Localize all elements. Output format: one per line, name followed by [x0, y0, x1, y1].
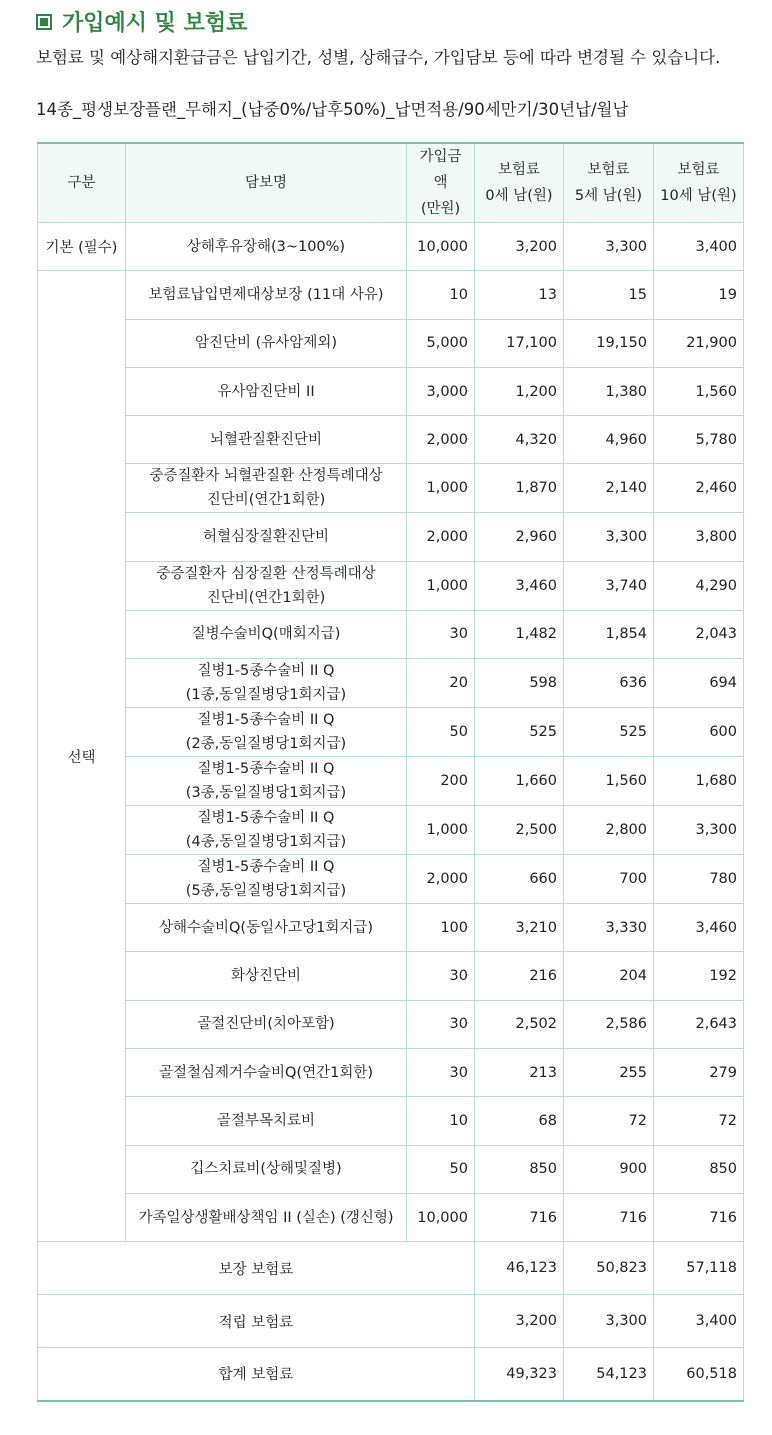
coverage-name-line1: 상해후유장해(3~100%): [186, 238, 346, 255]
premium-10-cell: 716: [654, 1193, 744, 1241]
square-bullet-icon: [36, 14, 52, 30]
coverage-name: [126, 271, 407, 319]
coverage-name: [126, 223, 407, 271]
coverage-name: [126, 806, 407, 855]
summary-label: 적립 보험료: [38, 1295, 475, 1348]
coverage-name: [126, 1193, 407, 1241]
table-row: [38, 513, 744, 561]
coverage-name: [126, 1000, 407, 1048]
premium-10-cell: 192: [654, 952, 744, 1000]
summary-premium-0: 46,123: [475, 1242, 564, 1295]
table-row: [38, 1193, 744, 1241]
table-row: [38, 223, 744, 271]
header-p10-line1: 보험료: [677, 162, 720, 178]
premium-10-cell: 2,043: [654, 610, 744, 658]
section-title: [36, 6, 247, 37]
amount-cell: 10,000: [407, 223, 475, 271]
premium-0-cell: 2,960: [475, 513, 564, 561]
premium-0-cell: 17,100: [475, 319, 564, 367]
summary-premium-5: 54,123: [564, 1348, 654, 1401]
table-row: [38, 708, 744, 757]
header-amount-line1: 가입금액: [419, 149, 462, 191]
coverage-name-line1: 골절부목치료비: [216, 1112, 316, 1129]
table-row: [38, 904, 744, 952]
coverage-name: [126, 1048, 407, 1096]
coverage-name: [126, 708, 407, 757]
premium-0-cell: 4,320: [475, 416, 564, 464]
amount-cell: 50: [407, 1145, 475, 1193]
table-row: [38, 464, 744, 513]
coverage-name-line1: 깁스치료비(상해및질병): [190, 1161, 342, 1178]
premium-0-cell: 2,502: [475, 1000, 564, 1048]
premium-0-cell: 3,200: [475, 223, 564, 271]
summary-premium-5: 3,300: [564, 1295, 654, 1348]
summary-label: 합계 보험료: [38, 1348, 475, 1401]
amount-cell: 3,000: [407, 367, 475, 415]
premium-10-cell: 780: [654, 855, 744, 904]
plan-line: 14종_평생보장플랜_무해지_(납중0%/납후50%)_납면적용/90세만기/30년납/월납: [36, 100, 629, 119]
summary-premium-0: 49,323: [475, 1348, 564, 1401]
premium-5-cell: 2,586: [564, 1000, 654, 1048]
table-row: [38, 561, 744, 610]
coverage-name-line2: (1종,동일질병당1회지급): [185, 687, 347, 704]
coverage-name-line1: 질병1-5종수술비 II Q: [197, 712, 335, 729]
coverage-name: [126, 367, 407, 415]
table-row: [38, 1000, 744, 1048]
coverage-name: [126, 610, 407, 658]
summary-row: [38, 1295, 744, 1348]
amount-cell: 1,000: [407, 464, 475, 513]
table-row: [38, 855, 744, 904]
premium-0-cell: 1,660: [475, 757, 564, 806]
coverage-name: [126, 319, 407, 367]
table-row: [38, 757, 744, 806]
premium-0-cell: 68: [475, 1097, 564, 1145]
premium-5-cell: 900: [564, 1145, 654, 1193]
coverage-name-line1: 질병1-5종수술비 II Q: [197, 810, 335, 827]
summary-premium-10: 60,518: [654, 1348, 744, 1401]
summary-premium-10: 57,118: [654, 1242, 744, 1295]
amount-cell: 2,000: [407, 513, 475, 561]
coverage-name-line2: (5종,동일질병당1회지급): [185, 883, 347, 900]
category-optional: 선택: [38, 271, 126, 1242]
coverage-name-line2: 진단비(연간1회한): [206, 589, 326, 606]
premium-0-cell: 598: [475, 659, 564, 708]
premium-0-cell: 1,482: [475, 610, 564, 658]
coverage-name-line1: 질병수술비Q(매회지급): [191, 626, 341, 643]
premium-5-cell: 1,380: [564, 367, 654, 415]
coverage-name: [126, 659, 407, 708]
table-row: [38, 659, 744, 708]
premium-5-cell: 4,960: [564, 416, 654, 464]
table-row: [38, 416, 744, 464]
coverage-name: [126, 561, 407, 610]
amount-cell: 5,000: [407, 319, 475, 367]
header-p5-line1: 보험료: [587, 162, 630, 178]
summary-premium-0: 3,200: [475, 1295, 564, 1348]
coverage-name: [126, 1097, 407, 1145]
table-row: [38, 952, 744, 1000]
premium-5-cell: 3,740: [564, 561, 654, 610]
premium-10-cell: 2,643: [654, 1000, 744, 1048]
amount-cell: 1,000: [407, 561, 475, 610]
header-amount: [407, 143, 475, 223]
summary-row: [38, 1348, 744, 1401]
premium-table: [37, 142, 744, 1402]
amount-cell: 10: [407, 1097, 475, 1145]
premium-10-cell: 3,460: [654, 904, 744, 952]
coverage-name-line1: 보험료납입면제대상보장 (11대 사유): [148, 286, 384, 303]
premium-10-cell: 19: [654, 271, 744, 319]
premium-5-cell: 700: [564, 855, 654, 904]
table-row: [38, 1048, 744, 1096]
amount-cell: 1,000: [407, 806, 475, 855]
premium-5-cell: 3,300: [564, 223, 654, 271]
premium-0-cell: 525: [475, 708, 564, 757]
premium-5-cell: 204: [564, 952, 654, 1000]
coverage-name-line1: 골절철심제거수술비Q(연간1회한): [158, 1064, 374, 1081]
premium-5-cell: 525: [564, 708, 654, 757]
header-premium-0: [475, 143, 564, 223]
premium-0-cell: 213: [475, 1048, 564, 1096]
premium-0-cell: 3,460: [475, 561, 564, 610]
summary-label: 보장 보험료: [38, 1242, 475, 1295]
coverage-name: [126, 952, 407, 1000]
premium-10-cell: 1,560: [654, 367, 744, 415]
premium-0-cell: 716: [475, 1193, 564, 1241]
premium-5-cell: 636: [564, 659, 654, 708]
coverage-name-line1: 유사암진단비 II: [217, 383, 315, 400]
amount-cell: 50: [407, 708, 475, 757]
premium-5-cell: 15: [564, 271, 654, 319]
table-row: [38, 610, 744, 658]
amount-cell: 30: [407, 1000, 475, 1048]
premium-0-cell: 2,500: [475, 806, 564, 855]
premium-10-cell: 3,800: [654, 513, 744, 561]
coverage-name-line1: 질병1-5종수술비 II Q: [197, 663, 335, 680]
section-title-text: 가입예시 및 보험료: [62, 11, 248, 36]
premium-10-cell: 1,680: [654, 757, 744, 806]
premium-10-cell: 2,460: [654, 464, 744, 513]
coverage-name-line1: 질병1-5종수술비 II Q: [197, 859, 335, 876]
premium-5-cell: 3,330: [564, 904, 654, 952]
coverage-name-line1: 가족일상생활배상책임 II (실손) (갱신형): [138, 1209, 394, 1226]
header-coverage: 담보명: [126, 143, 407, 223]
premium-5-cell: 72: [564, 1097, 654, 1145]
premium-0-cell: 1,870: [475, 464, 564, 513]
premium-5-cell: 1,560: [564, 757, 654, 806]
premium-0-cell: 1,200: [475, 367, 564, 415]
coverage-name: [126, 757, 407, 806]
coverage-name-line2: (2종,동일질병당1회지급): [185, 736, 347, 753]
amount-cell: 2,000: [407, 855, 475, 904]
amount-cell: 20: [407, 659, 475, 708]
premium-5-cell: 1,854: [564, 610, 654, 658]
table-header-row: [38, 143, 744, 223]
coverage-name-line1: 중증질환자 뇌혈관질환 산정특례대상: [149, 468, 383, 485]
premium-5-cell: 3,300: [564, 513, 654, 561]
premium-10-cell: 3,300: [654, 806, 744, 855]
premium-10-cell: 21,900: [654, 319, 744, 367]
amount-cell: 30: [407, 952, 475, 1000]
summary-row: [38, 1242, 744, 1295]
header-p5-line2: 5세 남(원): [574, 188, 643, 204]
table-row: [38, 806, 744, 855]
table-row: [38, 271, 744, 319]
premium-10-cell: 5,780: [654, 416, 744, 464]
premium-5-cell: 2,800: [564, 806, 654, 855]
header-p10-line2: 10세 남(원): [660, 188, 737, 204]
coverage-name: [126, 1145, 407, 1193]
premium-5-cell: 716: [564, 1193, 654, 1241]
coverage-name-line1: 암진단비 (유사암제외): [195, 335, 337, 352]
amount-cell: 100: [407, 904, 475, 952]
amount-cell: 10: [407, 271, 475, 319]
amount-cell: 2,000: [407, 416, 475, 464]
coverage-name: [126, 513, 407, 561]
amount-cell: 200: [407, 757, 475, 806]
coverage-name-line2: 진단비(연간1회한): [206, 492, 326, 509]
premium-5-cell: 2,140: [564, 464, 654, 513]
amount-cell: 10,000: [407, 1193, 475, 1241]
coverage-name: [126, 416, 407, 464]
premium-5-cell: 255: [564, 1048, 654, 1096]
category-basic: 기본 (필수): [38, 223, 126, 271]
coverage-name-line2: (4종,동일질병당1회지급): [185, 834, 347, 851]
header-amount-line2: (만원): [420, 201, 461, 217]
premium-0-cell: 216: [475, 952, 564, 1000]
table-row: [38, 1145, 744, 1193]
premium-0-cell: 13: [475, 271, 564, 319]
premium-10-cell: 600: [654, 708, 744, 757]
premium-10-cell: 850: [654, 1145, 744, 1193]
table-row: [38, 1097, 744, 1145]
table-row: [38, 319, 744, 367]
amount-cell: 30: [407, 610, 475, 658]
premium-10-cell: 694: [654, 659, 744, 708]
coverage-name-line1: 화상진단비: [230, 968, 302, 985]
premium-0-cell: 3,210: [475, 904, 564, 952]
coverage-name: [126, 904, 407, 952]
header-p0-line1: 보험료: [497, 162, 541, 178]
header-category: 구분: [38, 143, 126, 223]
header-premium-5: [564, 143, 654, 223]
premium-10-cell: 279: [654, 1048, 744, 1096]
coverage-name-line1: 골절진단비(치아포함): [197, 1016, 335, 1033]
header-premium-10: [654, 143, 744, 223]
premium-5-cell: 19,150: [564, 319, 654, 367]
premium-0-cell: 660: [475, 855, 564, 904]
coverage-name-line1: 뇌혈관질환진단비: [209, 431, 323, 448]
premium-10-cell: 4,290: [654, 561, 744, 610]
premium-0-cell: 850: [475, 1145, 564, 1193]
coverage-name-line1: 질병1-5종수술비 II Q: [197, 761, 335, 778]
premium-10-cell: 72: [654, 1097, 744, 1145]
premium-10-cell: 3,400: [654, 223, 744, 271]
coverage-name-line1: 상해수술비Q(동일사고당1회지급): [158, 919, 374, 936]
summary-premium-5: 50,823: [564, 1242, 654, 1295]
header-p0-line2: 0세 남(원): [485, 188, 553, 204]
coverage-name: [126, 855, 407, 904]
coverage-name-line1: 중증질환자 심장질환 산정특례대상: [156, 565, 376, 582]
description-text: 보험료 및 예상해지환급금은 납입기간, 성별, 상해급수, 가입담보 등에 따라 변경될 수 있습니다.: [36, 48, 721, 67]
coverage-name: [126, 464, 407, 513]
table-row: [38, 367, 744, 415]
amount-cell: 30: [407, 1048, 475, 1096]
coverage-name-line2: (3종,동일질병당1회지급): [185, 785, 347, 802]
summary-premium-10: 3,400: [654, 1295, 744, 1348]
coverage-name-line1: 허혈심장질환진단비: [202, 529, 330, 546]
